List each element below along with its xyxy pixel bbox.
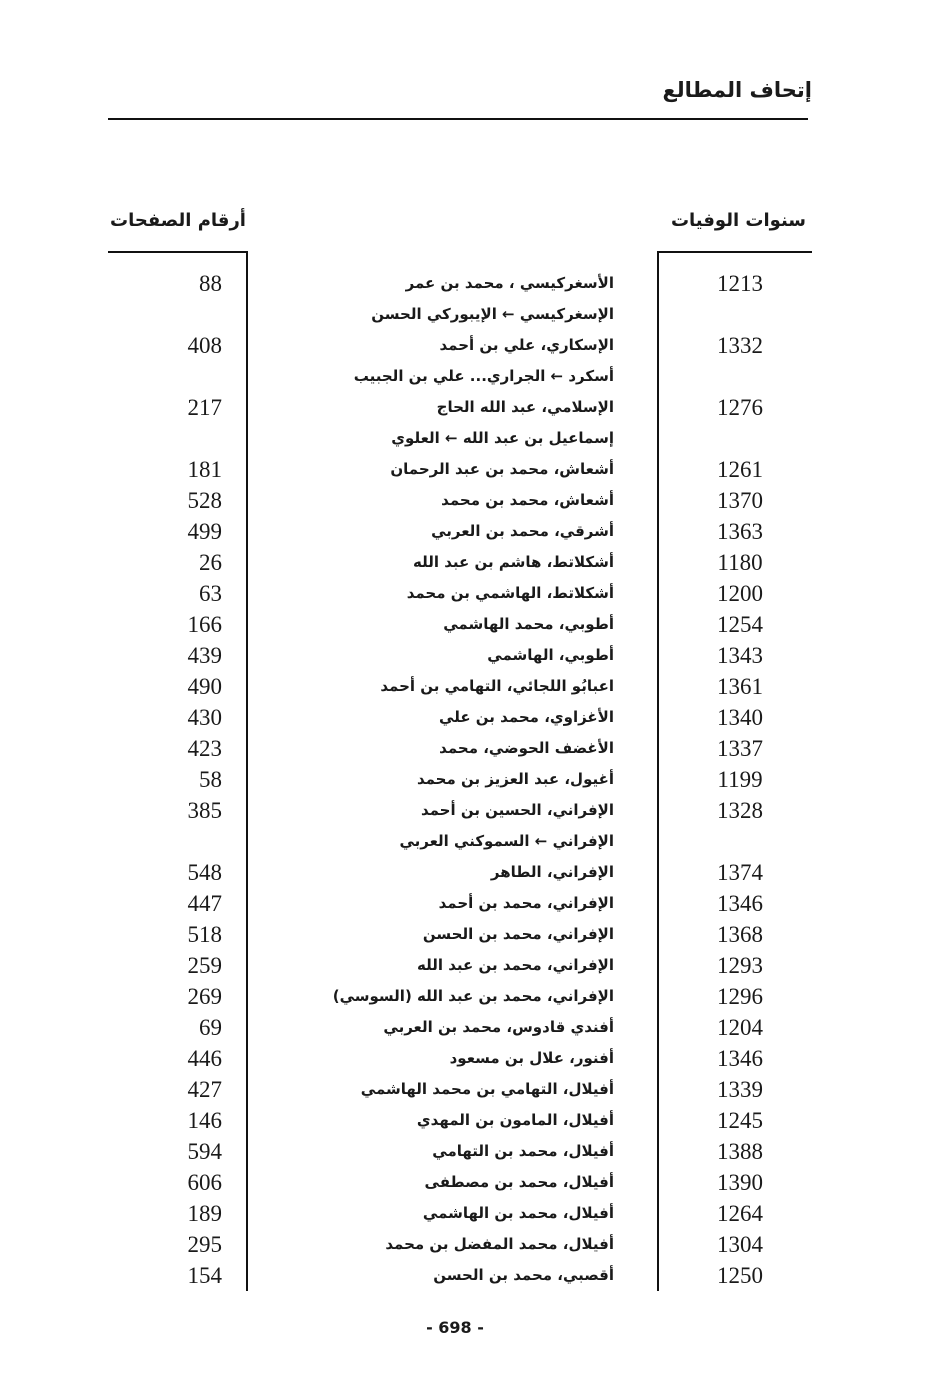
- page-number-cell: 490: [187, 674, 222, 699]
- table-row: [0, 888, 940, 919]
- page-number-cell: [150, 423, 222, 454]
- table-row: [0, 950, 940, 981]
- page-number-cell: 154: [187, 1263, 222, 1288]
- name-cell: الإفراني، محمد بن عبد الله (السوسي): [332, 987, 614, 1005]
- page-number-cell: 217: [187, 395, 222, 420]
- name-cell: الإفراني، محمد بن أحمد: [438, 894, 614, 912]
- name-cell: الأغزاوي، محمد بن علي: [439, 708, 614, 726]
- table-row: [0, 1198, 940, 1229]
- table-row: [0, 547, 940, 578]
- death-year-cell: 1264: [717, 1201, 763, 1226]
- name-cell: أفيلال، التهامي بن محمد الهاشمي: [360, 1080, 614, 1098]
- death-year-cell: 1368: [717, 922, 763, 947]
- name-cell: أفنور، علال بن مسعود: [449, 1049, 614, 1067]
- table-row: [0, 330, 940, 361]
- name-cell: أفيلال، محمد بن مصطفى: [424, 1173, 614, 1191]
- page-number-cell: 499: [187, 519, 222, 544]
- table-row: [0, 1105, 940, 1136]
- page-number-cell: 259: [187, 953, 222, 978]
- table-row: [0, 1229, 940, 1260]
- name-cell: أطوبي، محمد الهاشمي: [443, 615, 614, 633]
- table-row: [0, 361, 940, 392]
- years-column-top-rule: [658, 251, 812, 253]
- table-row: [0, 1074, 940, 1105]
- death-year-cell: 1343: [717, 643, 763, 668]
- name-cell: الأغضف الحوضي، محمد: [439, 739, 614, 757]
- death-year-cell: [700, 423, 780, 454]
- death-year-cell: 1293: [717, 953, 763, 978]
- death-year-cell: 1200: [717, 581, 763, 606]
- header-rule: [108, 118, 808, 120]
- page-number-cell: 528: [187, 488, 222, 513]
- table-row: [0, 919, 940, 950]
- name-cell: الإفراني، الحسين بن أحمد: [420, 801, 614, 819]
- page-number-cell: 146: [187, 1108, 222, 1133]
- table-row: [0, 609, 940, 640]
- name-cell: الأسغركيسي ، محمد بن عمر: [405, 274, 614, 292]
- death-year-cell: 1337: [717, 736, 763, 761]
- death-year-cell: [700, 826, 780, 857]
- death-year-cell: 1304: [717, 1232, 763, 1257]
- table-row: [0, 268, 940, 299]
- table-row: [0, 1136, 940, 1167]
- death-year-cell: 1296: [717, 984, 763, 1009]
- table-row: [0, 1043, 940, 1074]
- page-number-cell: 166: [187, 612, 222, 637]
- name-cell: أشعاش، محمد بن محمد: [441, 491, 614, 509]
- table-row: [0, 1167, 940, 1198]
- table-row: [0, 671, 940, 702]
- running-header: إتحاف المطالع: [662, 78, 812, 102]
- name-cell: الإفراني ← السموكني العربي: [399, 832, 614, 850]
- name-cell: الإسغركيسي ← الإيبوركي الحسن: [371, 305, 614, 323]
- death-year-cell: 1390: [717, 1170, 763, 1195]
- table-row: [0, 764, 940, 795]
- pages-column-title: أرقام الصفحات: [110, 210, 246, 231]
- death-year-cell: 1361: [717, 674, 763, 699]
- page-number-cell: 427: [187, 1077, 222, 1102]
- death-year-cell: 1213: [717, 271, 763, 296]
- name-cell: الإفراني، محمد بن عبد الله: [417, 956, 614, 974]
- table-row: [0, 857, 940, 888]
- name-cell: الإفراني، محمد بن الحسن: [422, 925, 614, 943]
- name-cell: أطوبي، الهاشمي: [487, 646, 614, 664]
- name-cell: أشعاش، محمد بن عبد الرحمان: [390, 460, 614, 478]
- death-year-cell: 1332: [717, 333, 763, 358]
- name-cell: أفيلال، محمد المفضل بن محمد: [385, 1235, 614, 1253]
- page-number-cell: 69: [199, 1015, 222, 1040]
- page-number-cell: 385: [187, 798, 222, 823]
- death-year-cell: 1199: [717, 767, 763, 792]
- death-year-cell: 1346: [717, 1046, 763, 1071]
- page-number-cell: 88: [199, 271, 222, 296]
- page-number-cell: 518: [187, 922, 222, 947]
- name-cell: إسماعيل بن عبد الله ← العلوي: [391, 429, 614, 447]
- table-row: [0, 454, 940, 485]
- pages-column-top-rule: [108, 251, 248, 253]
- page-number-cell: 439: [187, 643, 222, 668]
- page-number-cell: 58: [199, 767, 222, 792]
- death-year-cell: 1276: [717, 395, 763, 420]
- page-number-cell: 295: [187, 1232, 222, 1257]
- name-cell: أغيول، عبد العزيز بن محمد: [416, 770, 614, 788]
- page-number-cell: [150, 299, 222, 330]
- name-cell: أفيلال، المامون بن المهدي: [416, 1111, 614, 1129]
- years-column-title: سنوات الوفيات: [670, 210, 806, 231]
- name-cell: الإسلامي، عبد الله الحاج: [436, 398, 614, 416]
- table-row: [0, 981, 940, 1012]
- death-year-cell: 1363: [717, 519, 763, 544]
- page-number-cell: [150, 361, 222, 392]
- page-number-cell: 181: [187, 457, 222, 482]
- table-row: [0, 516, 940, 547]
- death-year-cell: 1180: [717, 550, 763, 575]
- name-cell: أقصبي، محمد بن الحسن: [433, 1266, 614, 1284]
- table-row: [0, 578, 940, 609]
- name-cell: أشرقي، محمد بن العربي: [431, 522, 614, 540]
- table-row: [0, 299, 940, 330]
- name-cell: اعبابُو اللجائي، التهامي بن أحمد: [380, 677, 614, 695]
- table-row: [0, 423, 940, 454]
- page-number-cell: 430: [187, 705, 222, 730]
- page-number-cell: 408: [187, 333, 222, 358]
- page-number-cell: 447: [187, 891, 222, 916]
- death-year-cell: 1328: [717, 798, 763, 823]
- table-row: [0, 485, 940, 516]
- table-row: [0, 1260, 940, 1291]
- page-number: - 698 -: [426, 1318, 484, 1337]
- name-cell: الإسكاري، علي بن أحمد: [439, 336, 614, 354]
- name-cell: أشكلاتط، الهاشمي بن محمد: [406, 584, 614, 602]
- death-year-cell: 1340: [717, 705, 763, 730]
- name-cell: أفيلال، محمد بن التهامي: [432, 1142, 614, 1160]
- name-cell: أسكرد ← الجراري... علي بن الجبيب: [353, 367, 614, 385]
- death-year-cell: 1250: [717, 1263, 763, 1288]
- name-cell: أفيلال، محمد بن الهاشمي: [422, 1204, 614, 1222]
- page-number-cell: 269: [187, 984, 222, 1009]
- index-table: [0, 268, 940, 1291]
- page-number-cell: 26: [199, 550, 222, 575]
- table-row: [0, 702, 940, 733]
- page-number-cell: 189: [187, 1201, 222, 1226]
- page-number-cell: 63: [199, 581, 222, 606]
- death-year-cell: 1374: [717, 860, 763, 885]
- table-row: [0, 795, 940, 826]
- death-year-cell: 1388: [717, 1139, 763, 1164]
- table-row: [0, 733, 940, 764]
- death-year-cell: [700, 299, 780, 330]
- table-row: [0, 1012, 940, 1043]
- page-number-cell: 548: [187, 860, 222, 885]
- table-row: [0, 826, 940, 857]
- death-year-cell: 1261: [717, 457, 763, 482]
- page-number-cell: 446: [187, 1046, 222, 1071]
- death-year-cell: 1254: [717, 612, 763, 637]
- death-year-cell: 1339: [717, 1077, 763, 1102]
- death-year-cell: [700, 361, 780, 392]
- page-number-cell: 606: [187, 1170, 222, 1195]
- death-year-cell: 1346: [717, 891, 763, 916]
- table-row: [0, 392, 940, 423]
- page-number-cell: 594: [187, 1139, 222, 1164]
- name-cell: أشكلاتط، هاشم بن عبد الله: [413, 553, 614, 571]
- page-number-cell: 423: [187, 736, 222, 761]
- death-year-cell: 1245: [717, 1108, 763, 1133]
- name-cell: الإفراني، الطاهر: [490, 863, 614, 881]
- page-number-cell: [150, 826, 222, 857]
- table-row: [0, 640, 940, 671]
- death-year-cell: 1370: [717, 488, 763, 513]
- name-cell: أفندي قادوس، محمد بن العربي: [383, 1018, 614, 1036]
- death-year-cell: 1204: [717, 1015, 763, 1040]
